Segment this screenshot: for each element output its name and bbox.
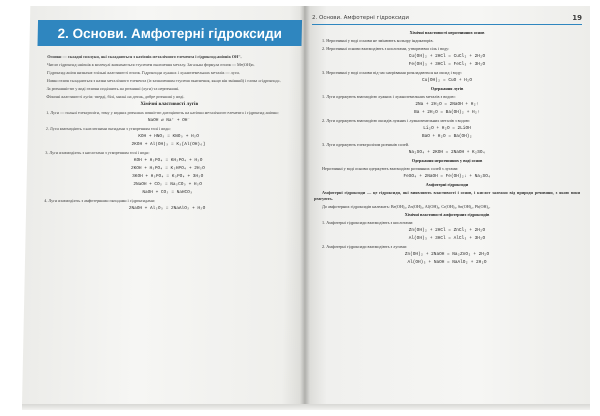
page-number: 19 bbox=[572, 14, 582, 22]
list-item: 2. Луги взаємодіють з кислотними оксидами з утворенням солі і води: bbox=[45, 126, 171, 131]
list-item: 4. Луги взаємодіють з амфотерними оксидами і гідроксидами: bbox=[44, 198, 156, 203]
paragraph: Назви основ складаються з назви металічного елемента (із зазначенням ступеня окиснення, якщо він змінний) і слова «гідроксид». bbox=[46, 78, 281, 83]
paragraph: 2. Амфотерні гідроксиди взаємодіють з лугами: bbox=[322, 244, 408, 250]
formula: Cu(OH)₂ = CuO + H₂O bbox=[421, 78, 473, 83]
right-column bbox=[314, 30, 580, 268]
paragraph: Число гідроксид-аніонів в молекулі визначається ступенем окиснення металу. Загальна формула основ — Me(OH)n. bbox=[47, 62, 255, 67]
left-page bbox=[22, 6, 312, 404]
section-title: Хімічні властивості лугів bbox=[140, 102, 199, 107]
section-title: Хімічні властивості амфотерних гідроксидів bbox=[404, 212, 490, 218]
left-column bbox=[36, 54, 301, 214]
list-item: 1. Луги — сильні електроліти, тому у водних розчинах повністю дисоціюють на катіони металічного елемента і гідроксид-аніони: bbox=[46, 110, 279, 115]
definition-paragraph: Амфотерні гідроксиди — це гідроксиди, які виявляють властивості і основ, і кислот залежно від природи речовини, з якою вони реагують. bbox=[314, 190, 580, 202]
running-head bbox=[312, 14, 582, 25]
formula: KOH + HNO₃ = KNO₃ + H₂O bbox=[138, 134, 199, 139]
paragraph: До амфотерних гідроксидів належать: Be(OH)₂, Zn(OH)₂, Al(OH)₃, Cr(OH)₃, Sn(OH)₂, Pb(OH)₂. bbox=[322, 204, 491, 210]
paragraph: 3. Луги одержують електролізом розчинів солей. bbox=[322, 142, 409, 147]
formula: Zn(OH)₂ + 2HCl = ZnCl₂ + 2H₂O bbox=[408, 228, 486, 234]
running-head-title: 2. Основи. Амфотерні гідроксиди bbox=[312, 15, 409, 21]
formula: 2NaOH + CO₂ = Na₂CO₃ + H₂O bbox=[133, 182, 202, 187]
formula: FeSO₄ + 2NaOH = Fe(OH)₂↓ + Na₂SO₄ bbox=[403, 174, 491, 179]
paragraph: 1. Амфотерні гідроксиди взаємодіють з кислотами: bbox=[322, 220, 414, 226]
paragraph: 2. Луги одержують взаємодією оксидів лужних і лужноземельних металів з водою: bbox=[322, 118, 471, 123]
chapter-header bbox=[37, 20, 302, 46]
chapter-title: 2. Основи. Амфотерні гідроксиди bbox=[57, 25, 283, 41]
formula: NaOH ⇄ Na⁺ + OH⁻ bbox=[147, 118, 191, 123]
formula: 2Na + 2H₂O = 2NaOH + H₂↑ bbox=[415, 102, 479, 107]
formula: KOH + H₂PO₄ = KH₂PO₄ + H₂O bbox=[133, 158, 203, 163]
formula: Fe(OH)₃ + 3HCl = FeCl₃ + 3H₂O bbox=[408, 62, 486, 67]
formula: Al(OH)₃ + NaOH = NaAlO₂ + 2H₂O bbox=[407, 260, 487, 266]
paragraph: За розчинністю у воді основи поділяють на розчинні (луги) та нерозчинні. bbox=[46, 86, 180, 91]
section-title: Амфотерні гідроксиди bbox=[425, 182, 469, 187]
formula: 2NaOH + Al₂O₃ = 2NaAlO₂ + H₂O bbox=[128, 206, 206, 211]
paragraph: 1. Нерозчинні у воді основи не змінюють кольору індикаторів. bbox=[322, 38, 434, 43]
formula: 2KOH + Al(OH)₃ = K₃[Al(OH)₆] bbox=[131, 142, 206, 147]
paragraph: 2. Нерозчинні основи взаємодіють з кислотами, утворюючи сіль і воду: bbox=[322, 46, 450, 51]
open-book bbox=[22, 6, 590, 404]
section-title: Одержання нерозчинних у воді основ bbox=[411, 158, 483, 163]
formula: NaOH + CO₂ = NaHCO₃ bbox=[142, 190, 193, 195]
list-item: 3. Луги взаємодіють з кислотами з утворенням солі і води: bbox=[45, 150, 150, 155]
paragraph: Фізичні властивості лугів: тверді, білі, милкі на дотик, добре розчинні у воді. bbox=[46, 94, 185, 99]
formula: Li₂O + H₂O = 2LiOH bbox=[423, 126, 471, 131]
formula: BaO + H₂O = Ba(OH)₂ bbox=[421, 134, 473, 139]
formula: 3KOH + H₃PO₄ = K₃PO₄ + 3H₂O bbox=[132, 174, 204, 179]
right-page bbox=[304, 6, 590, 404]
formula: Al(OH)₃ + 3HCl = AlCl₃ + 3H₂O bbox=[408, 236, 486, 242]
paragraph: 3. Нерозчинні у воді основи під час нагрівання розкладаються на оксид і воду: bbox=[322, 70, 463, 75]
section-title: Одержання лугів bbox=[430, 86, 464, 91]
definition-paragraph: Основи — складні сполуки, які складаються з катіонів металічного елемента і гідроксид-аніонів OH⁻. bbox=[47, 54, 242, 59]
paragraph: Нерозчинні у воді основи одержують взаємодією розчинних солей з лугами: bbox=[322, 166, 459, 171]
book-gutter bbox=[300, 6, 310, 404]
formula: Ba + 2H₂O = Ba(OH)₂ + H₂↑ bbox=[414, 110, 480, 115]
section-title: Хімічні властивості нерозчинних основ bbox=[409, 30, 485, 35]
formula: Na₂SO₄ + 2KOH = 2NaOH + K₂SO₄ bbox=[408, 150, 486, 155]
paragraph: Гідроксид-аніон визначає спільні властивості основ. Гідроксиди лужних і лужноземельних металів — луги. bbox=[46, 70, 240, 75]
formula: Cu(OH)₂ + 2HCl = CuCl₂ + 2H₂O bbox=[408, 54, 486, 59]
formula: Zn(OH)₂ + 2NaOH = Na₂ZnO₂ + 2H₂O bbox=[404, 252, 490, 258]
paragraph: 1. Луги одержують взаємодією лужних і лужноземельних металів з водою: bbox=[322, 94, 456, 99]
formula: 2KOH + H₃PO₄ = K₂HPO₄ + 2H₂O bbox=[130, 166, 205, 171]
